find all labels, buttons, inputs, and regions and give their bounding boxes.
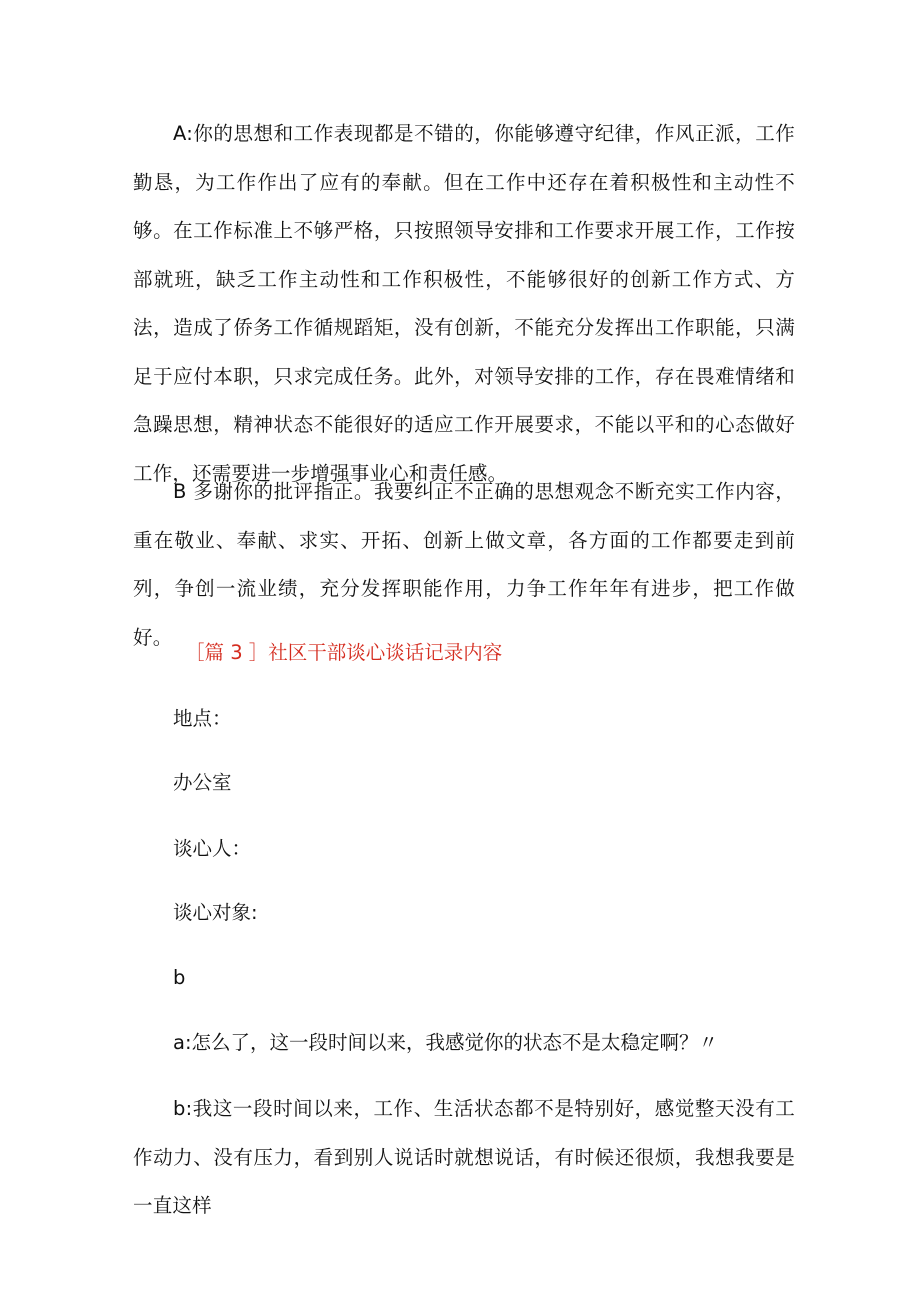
- location-label: 地点：: [173, 707, 232, 730]
- section-heading: ［篇 3 ］社区干部谈心谈话记录内容: [185, 641, 503, 664]
- speaker-a-question: a:怎么了，这一段时间以来，我感觉你的状态不是太稳定啊？〃: [173, 1031, 719, 1054]
- speaker-b-answer: b:我这一段时间以来，工作、生活状态都不是特别好，感觉整天没有工作动力、没有压力，看到别人说话时就想说话，有时候还很烦，我想我要是一直这样: [133, 1097, 795, 1217]
- paragraph-b: B 多谢你的批评指正。我要纠正不正确的思想观念不断充实工作内容，重在敬业、奉献、求实、开拓、创新上做文章，各方面的工作都要走到前列，争创一流业绩，充分发挥职能作用，力争工作年年有进步，把工作做好。: [133, 480, 795, 649]
- location-value: 办公室: [173, 771, 232, 794]
- speaker-b-line: b: [173, 966, 186, 989]
- talker-label: 谈心人：: [173, 837, 252, 860]
- paragraph-a: A:你的思想和工作表现都是不错的，你能够遵守纪律，作风正派，工作勤恳，为工作作出了应有的奉献。但在工作中还存在着积极性和主动性不够。在工作标准上不够严格，只按照领导安排和工作要求开展工作，工作按部就班，缺乏工作主动性和工作积极性，不能够很好的创新工作方式、方法，造成了侨务工作循规蹈矩，没有创新，不能充分发挥出工作职能，只满足于应付本职，只求完成任务。此外，对领导安排的工作，存在畏难情绪和急躁思想，精神状态不能很好的适应工作开展要求，不能以平和的心态做好工作，还需要进一步增强事业心和责任感。: [133, 122, 795, 485]
- target-label: 谈心对象:: [173, 901, 258, 924]
